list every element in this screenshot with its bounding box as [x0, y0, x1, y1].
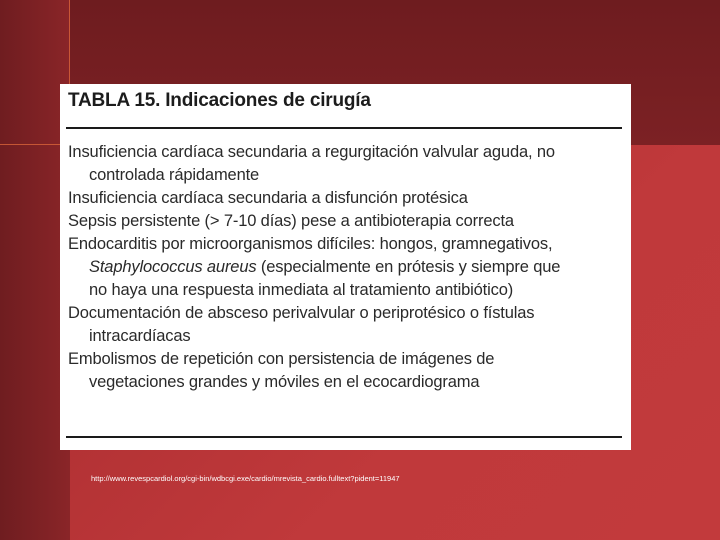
indication-row-4-line-2-rest: (especialmente en prótesis y siempre que: [256, 258, 561, 276]
indication-row-5-line-2: intracardíacas: [89, 327, 191, 345]
indication-row-5-line-1: Documentación de absceso perivalvular o periprotésico o fístulas: [68, 304, 535, 322]
indication-row-4-line-2: [68, 256, 628, 279]
organism-name: Staphylococcus aureus: [89, 258, 257, 276]
source-link[interactable]: http://www.revespcardiol.org/cgi-bin/wdbcgi.exe/cardio/mrevista_cardio.fulltext?pident=11947: [91, 474, 400, 483]
indication-row-1-line-2: controlada rápidamente: [89, 166, 260, 184]
indication-row-3-line-1: Sepsis persistente (> 7-10 días) pese a antibioterapia correcta: [68, 212, 514, 230]
bottom-rule: [66, 436, 622, 438]
indication-row-4-line-1: Endocarditis por microorganismos difíciles: hongos, gramnegativos,: [68, 235, 553, 253]
indication-row-6-line-2: vegetaciones grandes y móviles en el ecocardiograma: [89, 373, 480, 391]
indication-row-2-line-1: Insuficiencia cardíaca secundaria a disfunción protésica: [68, 189, 468, 207]
indication-row-4-line-3: no haya una respuesta inmediata al tratamiento antibiótico): [89, 281, 514, 299]
table-title: TABLA 15. Indicaciones de cirugía: [68, 90, 371, 111]
indication-row-6-line-1: Embolismos de repetición con persistencia de imágenes de: [68, 350, 495, 368]
title-rule: [66, 127, 622, 129]
indication-row-1-line-1: Insuficiencia cardíaca secundaria a regurgitación valvular aguda, no: [68, 143, 555, 161]
indications-list: [68, 141, 628, 394]
